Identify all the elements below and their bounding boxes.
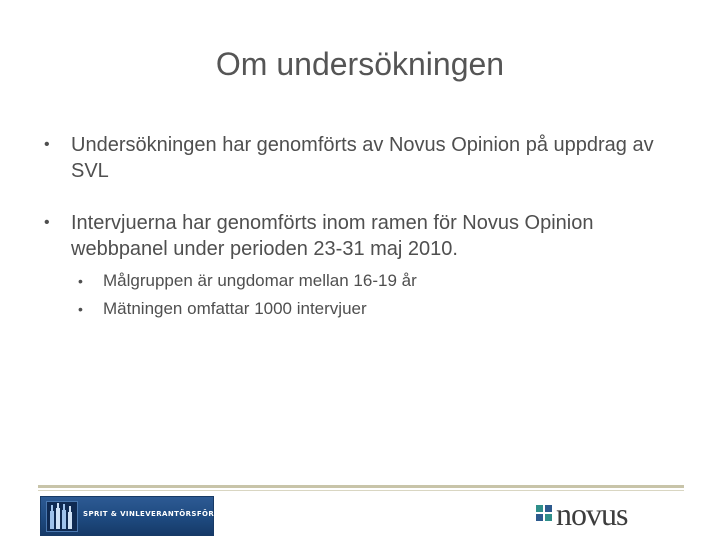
bullet-text: Intervjuerna har genomförts inom ramen för Novus Opinion webbpanel under perioden 23-31 maj 2010. [71, 212, 594, 260]
footer-divider-thin [38, 490, 684, 491]
sub-bullet-item [78, 295, 684, 323]
svl-logo-text: SPRIT & VINLEVERANTÖRSFÖRENINGEN [83, 510, 253, 518]
sub-bullet-item [78, 267, 684, 295]
novus-logo-mark [536, 496, 684, 532]
novus-logo-text: novus [556, 496, 628, 532]
bottles-icon [46, 501, 78, 532]
sub-bullet-text: Mätningen omfattar 1000 intervjuer [103, 299, 367, 318]
sub-bullet-text: Målgruppen är ungdomar mellan 16-19 år [103, 271, 417, 290]
svl-logo [40, 496, 253, 536]
bullet-item [44, 132, 684, 184]
slide-title: Om undersökningen [215, 46, 505, 82]
bullet-list [44, 132, 684, 323]
bullet-icon: • [44, 214, 50, 231]
bullet-text: Undersökningen har genomförts av Novus Opinion på uppdrag av SVL [71, 134, 654, 182]
novus-logo [536, 496, 684, 532]
bullet-icon: • [78, 273, 83, 289]
bullet-icon: • [78, 301, 83, 317]
sub-bullet-list [78, 267, 684, 323]
footer-divider [38, 485, 684, 488]
bullet-icon: • [44, 136, 50, 153]
bullet-item [44, 210, 684, 262]
